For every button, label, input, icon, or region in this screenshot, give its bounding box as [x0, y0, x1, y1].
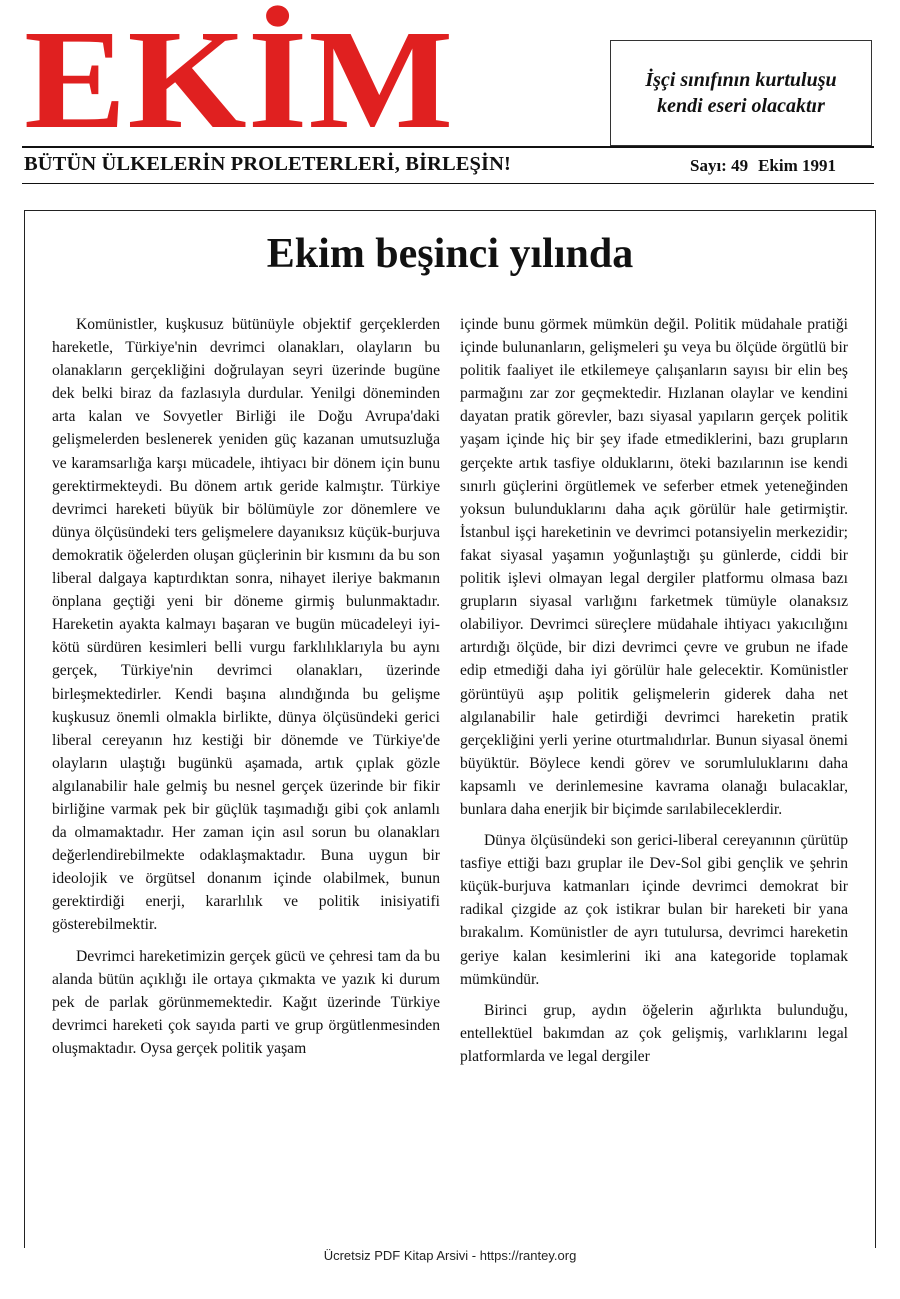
issue-number: Sayı: 49 — [690, 156, 749, 175]
paragraph: Devrimci hareketimizin gerçek gücü ve çehresi tam da bu alanda bütün açıklığı ile ortaya çıkmakta ve yazık ki durum pek de parlak görünmemektedir. Kağıt üzerinde Türkiye devrimci hareketi çok sayıda parti ve grup örgütlenmesinden oluşmaktadır. Oysa gerçek politik yaşam — [52, 947, 440, 1057]
motto-box — [610, 40, 872, 146]
paragraph: içinde bunu görmek mümkün değil. Politik müdahale pratiği içinde bulunanların, gelişmeleri şu veya bu ölçüde örgütlü bir politik faaliyet ile etkilemeye çalışanların sayısı bir elin beş parmağını zar zor geçmektedir. Hızlanan olaylar ve kendini dayatan pratik görevler, bazı siyasal yapıların gerçek politik yaşam içinde hiç bir şey ifade etmediklerini, bazı grupların gerçekte artık tasfiye olduklarını, öteki bazılarının ise kendi sınırlı güçlerini örgütlemek ve seferber etmek yeteneğinden yoksun bulunduklarını daha açık görülür hale getirmiştir. İstanbul işçi hareketinin ve devrimci potansiyelin merkezidir; fakat siyasal yaşamın yoğunlaştığı şu günlerde, ciddi bir politik işlevi olmayan legal dergiler platformu olmasa bazı grupların siyasal varlığını farketmek tümüyle olanaksız olabiliyor. Devrimci süreçlere müdahale ihtiyacı yakıcılığını artırdığı ölçüde, bir dizi devrimci çevre ve grubun ne ifade edip etmediği daha iyi görülür hale gelecektir. Komünistler görüntüyü aşıp politik gelişmelerin giderek daha net algılanabilir hale getirdiği devrimci hareketin pratik gerçekliğini yerli yerine oturtmalıdırlar. Bunun siyasal önemi büyüktür. Böylece kendi görev ve sorumluluklarını daha kapsamlı ve derinlemesine kavrama olanağı bulacaklar, bunlara daha enerjik bir biçimde sarılabileceklerdir. — [460, 316, 848, 818]
article-column-left — [52, 313, 440, 1068]
masthead-rule-top — [22, 146, 874, 148]
masthead-logo: EKİM — [24, 0, 455, 158]
motto-line-1: İşçi sınıfının kurtuluşu — [645, 69, 837, 91]
paragraph: Komünistler, kuşkusuz bütünüyle objektif gerçeklerden hareketle, Türkiye'nin devrimci olanakları, olayların bu olanakların gerçekliğini doğrulayan seyri üzerinde bugüne dek belki biraz da fazlasıyla durdular. Yenilgi döneminden arta kalan ve Sovyetler Birliği ile Doğu Avrupa'daki gelişmelerden beslenerek yeniden güç kazanan umutsuzluğa ve karamsarlığa karşı mücadele, ihtiyacı bir dönem için bunu gerektirmekteydi. Bu dönem artık geride kalmıştır. Türkiye devrimci hareketi büyük bir bölümüyle zor dönemlere ve dünya ölçüsündeki ters gelişmelere dayanıksız küçük-burjuva demokratik öğelerden oluşan güçlerinin bir kısmını da bu son liberal dalgaya kaptırdıktan sonra, nihayet ileriye bakmanın önplana geçtiği yeni bir döneme girmiş bulunmaktadır. Hareketin ayakta kalmayı başaran ve bugün mücadeleyi iyi-kötü sürdüren kesimleri belli vurgu farklılıklarıyla bu aynı gerçek, Türkiye'nin devrimci olanakları, üzerinde birleşmektedirler. Kendi başına alındığında bu gelişme kuşkusuz önemli olmakla birlikte, dünya ölçüsündeki gerici liberal cereyanın hız kestiği bir dönemde ve Türkiye'de olayların ulaştığı bugünkü aşamada, artık çıplak gözle algılanabilir hale gelmiş bu nesnel gerçek üzerinde bir fikir birliğine varmak pek bir güçlük taşımadığı gibi çok anlamlı da olmamaktadır. Her zaman için asıl sorun bu olanakları değerlendirebilmekte odaklaşmaktadır. Buna uygun bir ideolojik ve örgütsel donanım içinde olabilmek, bunun gerektirdiği enerji, kararlılık ve politik inisiyatifi gösterebilmektir. — [52, 316, 440, 934]
article-column-right — [460, 313, 848, 1076]
issue-date: Ekim 1991 — [758, 156, 837, 175]
issue-info — [690, 155, 846, 177]
motto-line-2: kendi eseri olacaktır — [657, 95, 825, 117]
paragraph: Dünya ölçüsündeki son gerici-liberal cereyanının çürütüp tasfiye ettiği bazı gruplar ile Dev-Sol gibi gençlik ve şehrin küçük-burjuva katmanları içinde devrimci demokrat bir radikal çizgide az çok istikrar bulan bir hareketi bir yana bırakalım. Komünistler de ayrı tutulursa, devrimci hareketin geriye kalan kesimlerini iki ana kategoride toplamak mümkündür. — [460, 832, 848, 988]
proletarian-slogan: BÜTÜN ÜLKELERİN PROLETERLERİ, BİRLEŞİN! — [24, 153, 511, 175]
footer-note: Ücretsiz PDF Kitap Arsivi - https://rantey.org — [323, 1248, 577, 1263]
masthead-rule-bottom — [22, 183, 874, 184]
article-title: Ekim beşinci yılında — [266, 231, 634, 277]
paragraph: Birinci grup, aydın öğelerin ağırlıkta bulunduğu, entellektüel bakımdan az çok gelişmiş, varlıklarını legal platformlarda ve legal dergiler — [460, 1001, 848, 1065]
